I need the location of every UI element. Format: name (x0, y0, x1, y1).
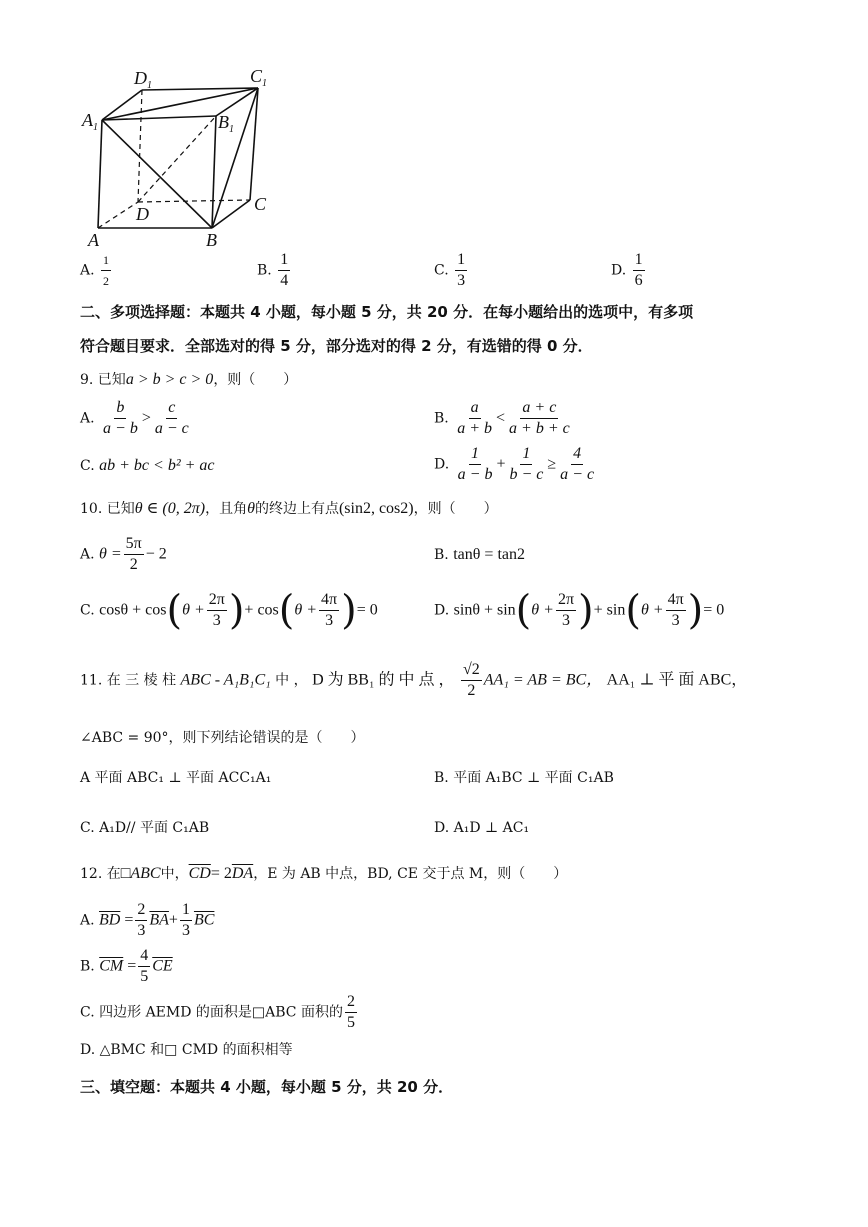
q9-option-d[interactable]: D. $\frac{1}{a - b}$ + $\frac{1}{b - c}$ ≥ $\frac{4}{a - c}$ (434, 445, 595, 483)
q12-stem: 12. 在□ABC中，$\overline{CD}= 2\overline{DA}$，E 为 AB 中点，BD, CE 交于点 M，则（ ） (80, 865, 568, 882)
q10-option-a[interactable]: A. θ = $\frac{5\pi}{2}$ − 2 (80, 535, 167, 573)
q9-option-b[interactable]: B. $\frac{a}{a + b}$ < $\frac{a + c}{a + b + c}$ (434, 399, 570, 437)
q9-option-a[interactable]: A. $\frac{b}{a - b}$ > $\frac{c}{a - c}$ (80, 399, 189, 437)
q8-option-b[interactable]: B. $\frac{1}{4}$ (257, 251, 289, 289)
section2-line2: 符合题目要求．全部选对的得 5 分，部分选对的得 2 分，有选错的得 0 分． (80, 337, 593, 355)
label-d: D (136, 204, 149, 224)
q12-option-c[interactable]: C. 四边形 AEMD 的面积是□ABC 面积的 $\frac{2}{5}$ (80, 993, 355, 1031)
q9-stem: 9. 已知a > b > c > 0，则（ ） (80, 371, 298, 388)
label-b1: $B_1$ (218, 112, 234, 135)
label-c1: $C_1$ (250, 66, 268, 89)
label-c: C (254, 194, 267, 214)
label-d1: $D_1$ (134, 68, 152, 91)
section2-line1: 二、多项选择题：本题共 4 小题，每小题 5 分，共 20 分．在每小题给出的选项中，有多项 (80, 303, 694, 321)
q8-option-a[interactable]: A. $\frac{1}{2}$ (80, 250, 113, 291)
q12-option-b[interactable]: B. $\overline{CM}$ = $\frac{4}{5}$ $\overline{CE}$ (80, 947, 173, 985)
q11-option-a[interactable]: A 平面 ABC₁ ⊥ 平面 ACC₁A₁ (80, 770, 272, 786)
q8-option-c[interactable]: C. $\frac{1}{3}$ (434, 251, 466, 289)
q10-stem: 10. 已知θ ∈ (0, 2π)，且角θ的终边上有点(sin2, cos2)，则（ ） (80, 500, 498, 517)
label-a: A (88, 230, 99, 250)
q10-option-c[interactable]: C. cosθ + cos(θ + $\frac{2\pi}{3}$ )+ cos(θ + $\frac{4\pi}{3}$ )= 0 (80, 587, 378, 634)
label-a1: $A_1$ (82, 110, 98, 133)
q11-option-b[interactable]: B. 平面 A₁BC ⊥ 平面 C₁AB (434, 770, 614, 786)
q10-option-d[interactable]: D. sinθ + sin(θ + $\frac{2\pi}{3}$ )+ sin(θ + $\frac{4\pi}{3}$ )= 0 (434, 587, 725, 634)
q9-option-c[interactable]: C. ab + bc < b² + ac (80, 457, 215, 474)
q11-option-c[interactable]: C. A₁D// 平面 C₁AB (80, 820, 210, 836)
section3-line1: 三、填空题：本题共 4 小题，每小题 5 分，共 20 分． (80, 1078, 454, 1096)
q12-option-d[interactable]: D. △BMC 和□ CMD 的面积相等 (80, 1042, 293, 1058)
q12-option-a[interactable]: A. $\overline{BD}$ = $\frac{2}{3}$ $\overline{BA}+$ $\frac{1}{3}$ $\overline{BC}$ (80, 901, 215, 939)
label-b: B (206, 230, 217, 250)
cube-figure (80, 60, 280, 250)
q11-stem: 11. 在 三 棱 柱 ABC - A₁B₁C₁ 中 ， D 为 BB₁ 的 中 点 ， $\frac{√2}{2}$ AA₁ = AB = BC， AA₁ ⊥ 平 面 ABC， (80, 661, 748, 699)
q11-line2: ∠ABC = 90°，则下列结论错误的是（ ） (80, 730, 365, 746)
q8-option-d[interactable]: D. $\frac{1}{6}$ (611, 251, 643, 289)
q10-option-b[interactable]: B. tanθ = tan2 (434, 546, 525, 563)
q11-option-d[interactable]: D. A₁D ⊥ AC₁ (434, 820, 530, 836)
